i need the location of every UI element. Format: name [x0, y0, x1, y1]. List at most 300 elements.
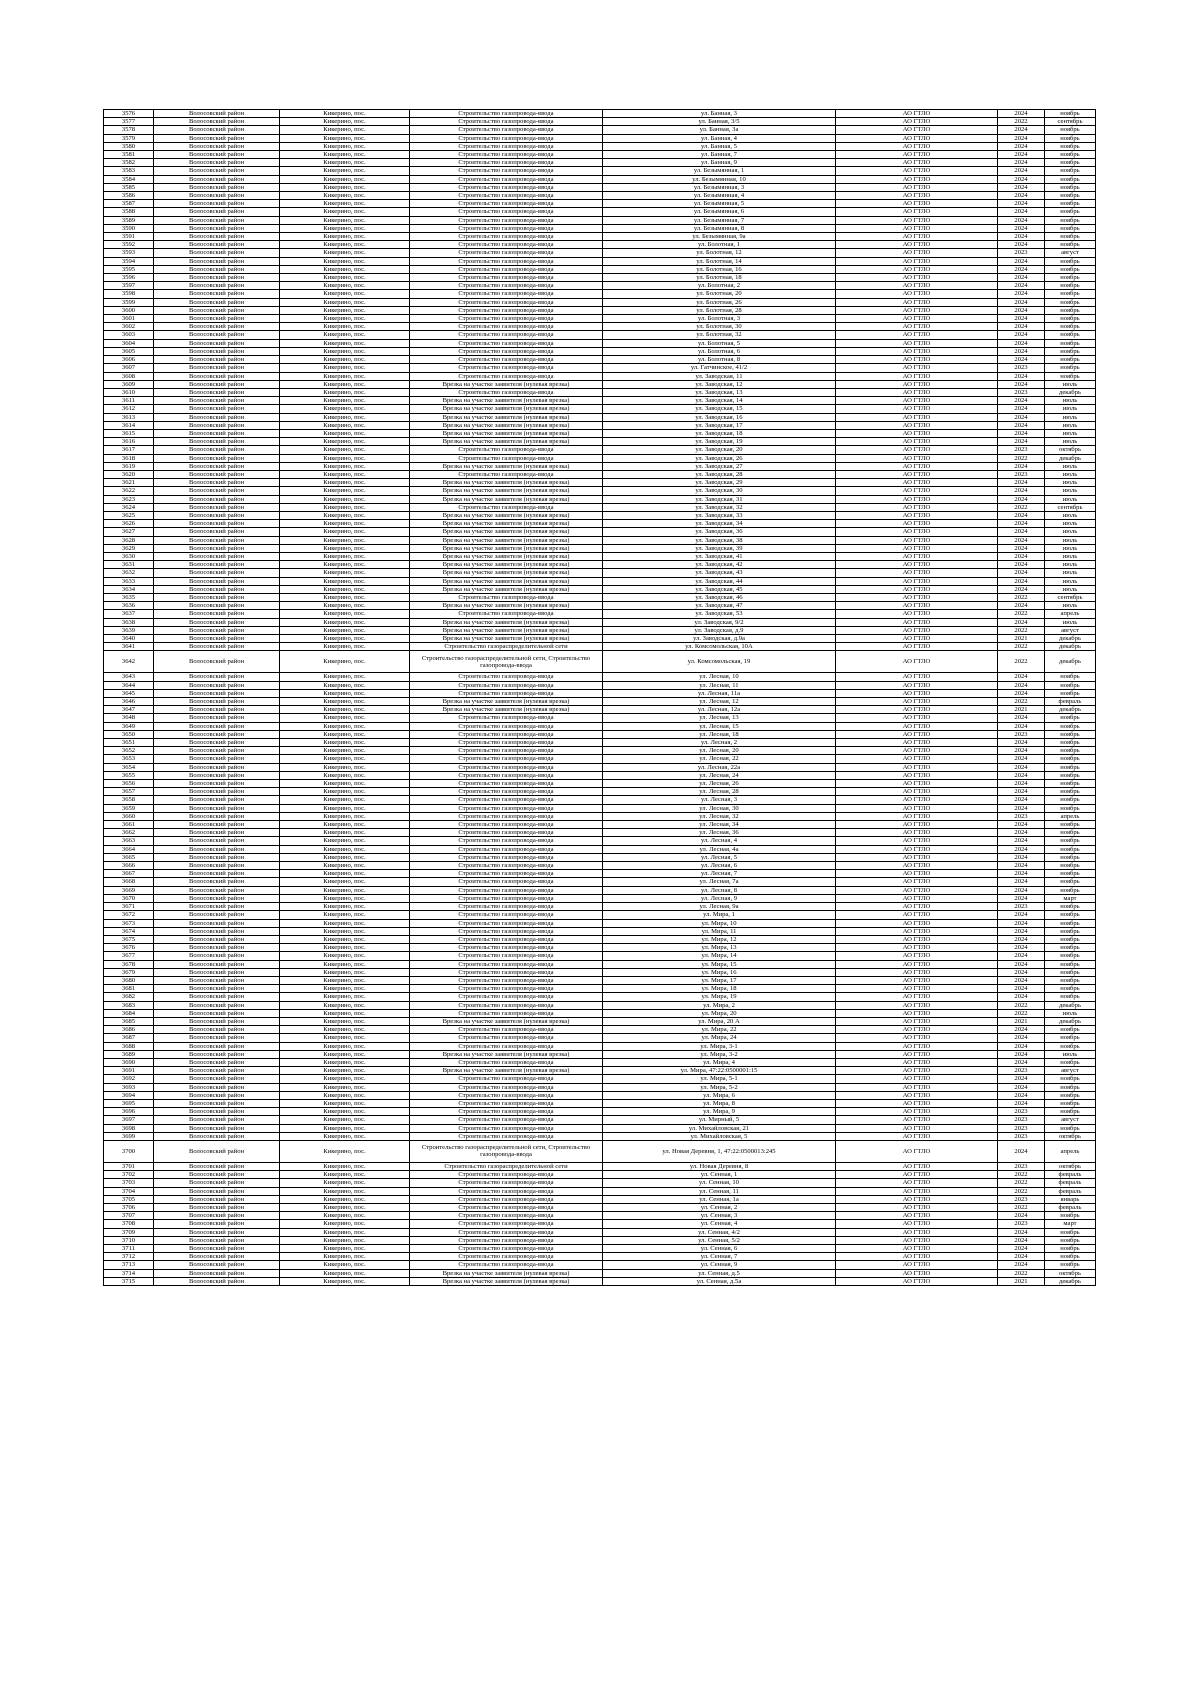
row-number-cell: 3690: [104, 1058, 154, 1066]
table-row: [104, 265, 1096, 273]
address-cell: ул. Мира, 11: [603, 927, 836, 935]
organization-cell: АО ГТЛО: [836, 1132, 998, 1140]
table-row: [104, 903, 1096, 911]
row-number-cell: 3684: [104, 1009, 154, 1017]
table-row: [104, 886, 1096, 894]
table-row: [104, 462, 1096, 470]
organization-cell: АО ГТЛО: [836, 159, 998, 167]
table-row: [104, 249, 1096, 257]
settlement-cell: Кикерино, пос.: [280, 446, 410, 454]
month-cell: июль: [1045, 585, 1096, 593]
year-cell: 2023: [998, 1108, 1045, 1116]
year-cell: 2021: [998, 1277, 1045, 1285]
year-cell: 2024: [998, 331, 1045, 339]
year-cell: 2024: [998, 960, 1045, 968]
table-row: [104, 935, 1096, 943]
year-cell: 2021: [998, 1017, 1045, 1025]
district-cell: Волосовский район: [154, 1162, 280, 1170]
address-cell: ул. Безымянная, 10: [603, 175, 836, 183]
year-cell: 2024: [998, 1026, 1045, 1034]
organization-cell: АО ГТЛО: [836, 372, 998, 380]
row-number-cell: 3648: [104, 714, 154, 722]
table-row: [104, 635, 1096, 643]
table-row: [104, 520, 1096, 528]
settlement-cell: Кикерино, пос.: [280, 927, 410, 935]
settlement-cell: Кикерино, пос.: [280, 960, 410, 968]
settlement-cell: Кикерино, пос.: [280, 388, 410, 396]
settlement-cell: Кикерино, пос.: [280, 1261, 410, 1269]
work-type-cell: Строительство газопровода-ввода: [410, 151, 603, 159]
row-number-cell: 3611: [104, 397, 154, 405]
table-row: [104, 561, 1096, 569]
table-row: [104, 339, 1096, 347]
address-cell: ул. Мира, 5-2: [603, 1083, 836, 1091]
month-cell: ноябрь: [1045, 151, 1096, 159]
row-number-cell: 3620: [104, 470, 154, 478]
table-row: [104, 1228, 1096, 1236]
month-cell: июль: [1045, 1009, 1096, 1017]
table-row: [104, 730, 1096, 738]
organization-cell: АО ГТЛО: [836, 470, 998, 478]
table-row: [104, 536, 1096, 544]
year-cell: 2024: [998, 520, 1045, 528]
work-type-cell: Строительство газопровода-ввода: [410, 952, 603, 960]
row-number-cell: 3645: [104, 689, 154, 697]
row-number-cell: 3698: [104, 1124, 154, 1132]
table-row: [104, 388, 1096, 396]
address-cell: ул. Заводская, 44: [603, 577, 836, 585]
row-number-cell: 3700: [104, 1140, 154, 1162]
year-cell: 2024: [998, 618, 1045, 626]
month-cell: ноябрь: [1045, 853, 1096, 861]
month-cell: март: [1045, 1220, 1096, 1228]
year-cell: 2022: [998, 651, 1045, 673]
organization-cell: АО ГТЛО: [836, 544, 998, 552]
settlement-cell: Кикерино, пос.: [280, 780, 410, 788]
settlement-cell: Кикерино, пос.: [280, 755, 410, 763]
row-number-cell: 3607: [104, 364, 154, 372]
month-cell: июль: [1045, 429, 1096, 437]
settlement-cell: Кикерино, пос.: [280, 1253, 410, 1261]
settlement-cell: Кикерино, пос.: [280, 673, 410, 681]
district-cell: Волосовский район: [154, 927, 280, 935]
organization-cell: АО ГТЛО: [836, 1228, 998, 1236]
settlement-cell: Кикерино, пос.: [280, 1034, 410, 1042]
month-cell: ноябрь: [1045, 919, 1096, 927]
district-cell: Волосовский район: [154, 544, 280, 552]
address-cell: ул. Лесная, 22: [603, 755, 836, 763]
row-number-cell: 3597: [104, 282, 154, 290]
month-cell: сентябрь: [1045, 503, 1096, 511]
district-cell: Волосовский район: [154, 233, 280, 241]
year-cell: 2024: [998, 175, 1045, 183]
organization-cell: АО ГТЛО: [836, 763, 998, 771]
month-cell: февраль: [1045, 1187, 1096, 1195]
address-cell: ул. Мира, 2: [603, 1001, 836, 1009]
work-type-cell: Врезка на участке заявителя (нулевая врезка): [410, 626, 603, 634]
work-type-cell: Строительство газопровода-ввода: [410, 1042, 603, 1050]
organization-cell: АО ГТЛО: [836, 610, 998, 618]
table-row: [104, 487, 1096, 495]
settlement-cell: Кикерино, пос.: [280, 413, 410, 421]
organization-cell: АО ГТЛО: [836, 446, 998, 454]
row-number-cell: 3639: [104, 626, 154, 634]
month-cell: июль: [1045, 602, 1096, 610]
year-cell: 2024: [998, 714, 1045, 722]
month-cell: декабрь: [1045, 454, 1096, 462]
settlement-cell: Кикерино, пос.: [280, 845, 410, 853]
month-cell: ноябрь: [1045, 862, 1096, 870]
work-type-cell: Строительство газопровода-ввода: [410, 110, 603, 118]
address-cell: ул. Заводская, 29: [603, 479, 836, 487]
year-cell: 2022: [998, 1269, 1045, 1277]
district-cell: Волосовский район: [154, 552, 280, 560]
row-number-cell: 3664: [104, 845, 154, 853]
address-cell: ул. Лесная, 3: [603, 796, 836, 804]
district-cell: Волосовский район: [154, 577, 280, 585]
address-cell: ул. Заводская, 34: [603, 520, 836, 528]
year-cell: 2024: [998, 241, 1045, 249]
organization-cell: АО ГТЛО: [836, 167, 998, 175]
work-type-cell: Врезка на участке заявителя (нулевая врезка): [410, 561, 603, 569]
table-row: [104, 714, 1096, 722]
organization-cell: АО ГТЛО: [836, 1261, 998, 1269]
address-cell: ул. Болотная, 8: [603, 356, 836, 364]
district-cell: Волосовский район: [154, 356, 280, 364]
work-type-cell: Строительство газопровода-ввода: [410, 372, 603, 380]
address-cell: ул. Лесная, 32: [603, 812, 836, 820]
address-cell: ул. Мира, 15: [603, 960, 836, 968]
table-row: [104, 610, 1096, 618]
month-cell: ноябрь: [1045, 216, 1096, 224]
work-type-cell: Строительство газопровода-ввода: [410, 339, 603, 347]
organization-cell: АО ГТЛО: [836, 651, 998, 673]
district-cell: Волосовский район: [154, 1212, 280, 1220]
organization-cell: АО ГТЛО: [836, 1140, 998, 1162]
row-number-cell: 3608: [104, 372, 154, 380]
settlement-cell: Кикерино, пос.: [280, 689, 410, 697]
settlement-cell: Кикерино, пос.: [280, 520, 410, 528]
district-cell: Волосовский район: [154, 1253, 280, 1261]
organization-cell: АО ГТЛО: [836, 577, 998, 585]
settlement-cell: Кикерино, пос.: [280, 249, 410, 257]
organization-cell: АО ГТЛО: [836, 643, 998, 651]
settlement-cell: Кикерино, пос.: [280, 1228, 410, 1236]
month-cell: август: [1045, 249, 1096, 257]
settlement-cell: Кикерино, пос.: [280, 1132, 410, 1140]
row-number-cell: 3667: [104, 870, 154, 878]
table-row: [104, 878, 1096, 886]
month-cell: ноябрь: [1045, 233, 1096, 241]
work-type-cell: Строительство газораспределительной сети, Строительство газопровода-ввода: [410, 1140, 603, 1162]
row-number-cell: 3646: [104, 698, 154, 706]
district-cell: Волосовский район: [154, 536, 280, 544]
organization-cell: АО ГТЛО: [836, 265, 998, 273]
month-cell: ноябрь: [1045, 796, 1096, 804]
organization-cell: АО ГТЛО: [836, 1091, 998, 1099]
row-number-cell: 3665: [104, 853, 154, 861]
row-number-cell: 3623: [104, 495, 154, 503]
row-number-cell: 3673: [104, 919, 154, 927]
organization-cell: АО ГТЛО: [836, 1116, 998, 1124]
settlement-cell: Кикерино, пос.: [280, 944, 410, 952]
district-cell: Волосовский район: [154, 1236, 280, 1244]
table-row: [104, 511, 1096, 519]
organization-cell: АО ГТЛО: [836, 1050, 998, 1058]
work-type-cell: Врезка на участке заявителя (нулевая врезка): [410, 602, 603, 610]
table-row: [104, 192, 1096, 200]
month-cell: июль: [1045, 544, 1096, 552]
work-type-cell: Врезка на участке заявителя (нулевая врезка): [410, 462, 603, 470]
organization-cell: АО ГТЛО: [836, 976, 998, 984]
table-row: [104, 927, 1096, 935]
year-cell: 2024: [998, 862, 1045, 870]
address-cell: ул. Лесная, 7а: [603, 878, 836, 886]
district-cell: Волосовский район: [154, 315, 280, 323]
district-cell: Волосовский район: [154, 1108, 280, 1116]
month-cell: ноябрь: [1045, 739, 1096, 747]
row-number-cell: 3613: [104, 413, 154, 421]
year-cell: 2024: [998, 151, 1045, 159]
district-cell: Волосовский район: [154, 1091, 280, 1099]
row-number-cell: 3594: [104, 257, 154, 265]
organization-cell: АО ГТЛО: [836, 1042, 998, 1050]
organization-cell: АО ГТЛО: [836, 151, 998, 159]
address-cell: ул. Заводская, 19: [603, 438, 836, 446]
month-cell: декабрь: [1045, 1277, 1096, 1285]
table-row: [104, 796, 1096, 804]
table-row: [104, 689, 1096, 697]
year-cell: 2024: [998, 265, 1045, 273]
district-cell: Волосовский район: [154, 771, 280, 779]
work-type-cell: Строительство газопровода-ввода: [410, 796, 603, 804]
settlement-cell: Кикерино, пос.: [280, 561, 410, 569]
row-number-cell: 3663: [104, 837, 154, 845]
month-cell: ноябрь: [1045, 265, 1096, 273]
district-cell: Волосовский район: [154, 1269, 280, 1277]
month-cell: ноябрь: [1045, 747, 1096, 755]
year-cell: 2024: [998, 397, 1045, 405]
work-type-cell: Врезка на участке заявителя (нулевая врезка): [410, 528, 603, 536]
district-cell: Волосовский район: [154, 429, 280, 437]
table-row: [104, 919, 1096, 927]
district-cell: Волосовский район: [154, 290, 280, 298]
year-cell: 2024: [998, 487, 1045, 495]
work-type-cell: Строительство газопровода-ввода: [410, 265, 603, 273]
settlement-cell: Кикерино, пос.: [280, 159, 410, 167]
year-cell: 2024: [998, 968, 1045, 976]
row-number-cell: 3609: [104, 380, 154, 388]
organization-cell: АО ГТЛО: [836, 520, 998, 528]
address-cell: ул. Мира, 13: [603, 944, 836, 952]
row-number-cell: 3625: [104, 511, 154, 519]
row-number-cell: 3671: [104, 903, 154, 911]
table-row: [104, 1253, 1096, 1261]
month-cell: ноябрь: [1045, 175, 1096, 183]
year-cell: 2024: [998, 110, 1045, 118]
organization-cell: АО ГТЛО: [836, 282, 998, 290]
district-cell: Волосовский район: [154, 413, 280, 421]
month-cell: ноябрь: [1045, 837, 1096, 845]
row-number-cell: 3661: [104, 821, 154, 829]
work-type-cell: Врезка на участке заявителя (нулевая врезка): [410, 698, 603, 706]
settlement-cell: Кикерино, пос.: [280, 1179, 410, 1187]
row-number-cell: 3627: [104, 528, 154, 536]
year-cell: 2023: [998, 903, 1045, 911]
table-row: [104, 421, 1096, 429]
table-row: [104, 1124, 1096, 1132]
settlement-cell: Кикерино, пос.: [280, 829, 410, 837]
work-type-cell: Строительство газопровода-ввода: [410, 993, 603, 1001]
address-cell: ул. Мира, 20 А: [603, 1017, 836, 1025]
organization-cell: АО ГТЛО: [836, 405, 998, 413]
settlement-cell: Кикерино, пос.: [280, 862, 410, 870]
district-cell: Волосовский район: [154, 618, 280, 626]
settlement-cell: Кикерино, пос.: [280, 1140, 410, 1162]
organization-cell: АО ГТЛО: [836, 356, 998, 364]
work-type-cell: Строительство газопровода-ввода: [410, 126, 603, 134]
year-cell: 2024: [998, 853, 1045, 861]
settlement-cell: Кикерино, пос.: [280, 454, 410, 462]
year-cell: 2024: [998, 429, 1045, 437]
settlement-cell: Кикерино, пос.: [280, 233, 410, 241]
work-type-cell: Врезка на участке заявителя (нулевая врезка): [410, 479, 603, 487]
district-cell: Волосовский район: [154, 870, 280, 878]
settlement-cell: Кикерино, пос.: [280, 1108, 410, 1116]
address-cell: ул. Заводская, 14: [603, 397, 836, 405]
address-cell: ул. Заводская, 12: [603, 380, 836, 388]
table-row: [104, 1067, 1096, 1075]
table-row: [104, 183, 1096, 191]
address-cell: ул. Мира, 24: [603, 1034, 836, 1042]
district-cell: Волосовский район: [154, 159, 280, 167]
table-row: [104, 1108, 1096, 1116]
month-cell: октябрь: [1045, 1162, 1096, 1170]
year-cell: 2024: [998, 323, 1045, 331]
district-cell: Волосовский район: [154, 380, 280, 388]
month-cell: сентябрь: [1045, 593, 1096, 601]
organization-cell: АО ГТЛО: [836, 1171, 998, 1179]
work-type-cell: Строительство газопровода-ввода: [410, 1001, 603, 1009]
address-cell: ул. Лесная, 9: [603, 894, 836, 902]
year-cell: 2024: [998, 1099, 1045, 1107]
table-row: [104, 282, 1096, 290]
address-cell: ул. Сенная, 6: [603, 1245, 836, 1253]
district-cell: Волосовский район: [154, 585, 280, 593]
address-cell: ул. Заводская, 41: [603, 552, 836, 560]
year-cell: 2022: [998, 626, 1045, 634]
organization-cell: АО ГТЛО: [836, 1162, 998, 1170]
address-cell: ул. Заводская, 18: [603, 429, 836, 437]
address-cell: ул. Лесная, 22а: [603, 763, 836, 771]
district-cell: Волосовский район: [154, 397, 280, 405]
district-cell: Волосовский район: [154, 698, 280, 706]
year-cell: 2024: [998, 845, 1045, 853]
district-cell: Волосовский район: [154, 626, 280, 634]
address-cell: ул. Заводская, 47: [603, 602, 836, 610]
year-cell: 2022: [998, 1001, 1045, 1009]
district-cell: Волосовский район: [154, 142, 280, 150]
settlement-cell: Кикерино, пос.: [280, 706, 410, 714]
district-cell: Волосовский район: [154, 788, 280, 796]
district-cell: Волосовский район: [154, 462, 280, 470]
organization-cell: АО ГТЛО: [836, 935, 998, 943]
month-cell: февраль: [1045, 1179, 1096, 1187]
year-cell: 2024: [998, 126, 1045, 134]
organization-cell: АО ГТЛО: [836, 438, 998, 446]
district-cell: Волосовский район: [154, 282, 280, 290]
settlement-cell: Кикерино, пос.: [280, 763, 410, 771]
district-cell: Волосовский район: [154, 1140, 280, 1162]
organization-cell: АО ГТЛО: [836, 364, 998, 372]
year-cell: 2024: [998, 339, 1045, 347]
row-number-cell: 3668: [104, 878, 154, 886]
organization-cell: АО ГТЛО: [836, 722, 998, 730]
district-cell: Волосовский район: [154, 911, 280, 919]
year-cell: 2021: [998, 635, 1045, 643]
year-cell: 2024: [998, 1042, 1045, 1050]
address-cell: ул. Сенная, 5/2: [603, 1236, 836, 1244]
row-number-cell: 3659: [104, 804, 154, 812]
row-number-cell: 3678: [104, 960, 154, 968]
work-type-cell: Строительство газопровода-ввода: [410, 593, 603, 601]
year-cell: 2022: [998, 1204, 1045, 1212]
district-cell: Волосовский район: [154, 1067, 280, 1075]
work-type-cell: Строительство газопровода-ввода: [410, 747, 603, 755]
row-number-cell: 3697: [104, 1116, 154, 1124]
work-type-cell: Строительство газопровода-ввода: [410, 763, 603, 771]
work-type-cell: Строительство газопровода-ввода: [410, 1091, 603, 1099]
year-cell: 2024: [998, 290, 1045, 298]
year-cell: 2024: [998, 380, 1045, 388]
district-cell: Волосовский район: [154, 1228, 280, 1236]
table-row: [104, 821, 1096, 829]
work-type-cell: Строительство газопровода-ввода: [410, 298, 603, 306]
month-cell: ноябрь: [1045, 372, 1096, 380]
settlement-cell: Кикерино, пос.: [280, 175, 410, 183]
settlement-cell: Кикерино, пос.: [280, 1099, 410, 1107]
district-cell: Волосовский район: [154, 110, 280, 118]
address-cell: ул. Сенная, 11: [603, 1187, 836, 1195]
district-cell: Волосовский район: [154, 446, 280, 454]
work-type-cell: Врезка на участке заявителя (нулевая врезка): [410, 1269, 603, 1277]
table-row: [104, 1026, 1096, 1034]
organization-cell: АО ГТЛО: [836, 561, 998, 569]
work-type-cell: Строительство газопровода-ввода: [410, 192, 603, 200]
address-cell: ул. Сенная, 1а: [603, 1195, 836, 1203]
row-number-cell: 3599: [104, 298, 154, 306]
year-cell: 2022: [998, 593, 1045, 601]
organization-cell: АО ГТЛО: [836, 249, 998, 257]
work-type-cell: Строительство газопровода-ввода: [410, 722, 603, 730]
work-type-cell: Строительство газопровода-ввода: [410, 1132, 603, 1140]
year-cell: 2024: [998, 1034, 1045, 1042]
table-row: [104, 1179, 1096, 1187]
year-cell: 2024: [998, 257, 1045, 265]
settlement-cell: Кикерино, пос.: [280, 462, 410, 470]
row-number-cell: 3652: [104, 747, 154, 755]
table-row: [104, 503, 1096, 511]
address-cell: ул. Лесная, 4: [603, 837, 836, 845]
settlement-cell: Кикерино, пос.: [280, 821, 410, 829]
settlement-cell: Кикерино, пос.: [280, 1236, 410, 1244]
work-type-cell: Строительство газопровода-ввода: [410, 208, 603, 216]
row-number-cell: 3635: [104, 593, 154, 601]
year-cell: 2022: [998, 610, 1045, 618]
month-cell: ноябрь: [1045, 993, 1096, 1001]
work-type-cell: Строительство газопровода-ввода: [410, 503, 603, 511]
address-cell: ул. Мира, 6: [603, 1091, 836, 1099]
